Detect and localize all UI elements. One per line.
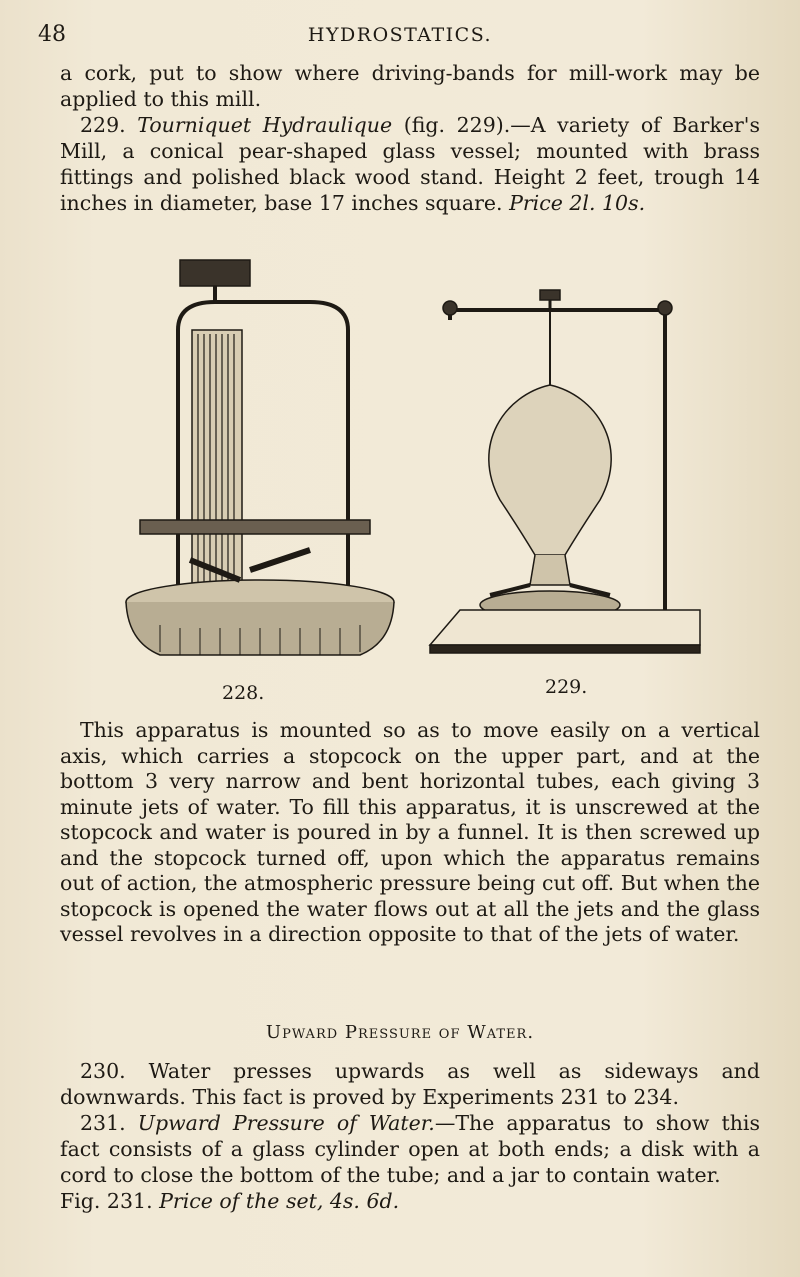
paragraph-231 (60, 1110, 760, 1188)
item-price: Price of the set, 4s. 6d. (159, 1189, 400, 1213)
item-number: 231. (80, 1111, 126, 1135)
figure-reference: (fig. 229). (403, 113, 511, 137)
item-description: —A variety of Barker's Mill, a conical pear-shaped glass vessel; mounted with brass fittings and polished black wood stand. Height 2 feet, trough 14 inches in diameter, base 17 inches square. (60, 113, 760, 215)
paragraph-intro: a cork, put to show where driving-bands for mill-work may be applied to this mill. (60, 61, 760, 111)
section-heading: Upward Pressure of Water. (265, 1022, 535, 1043)
item-number: 229. (80, 113, 126, 137)
page-header (30, 22, 770, 52)
figure-229-illustration (410, 270, 710, 670)
figure-reference: Fig. 231. (60, 1189, 153, 1213)
figure-228-label: 228. (222, 682, 265, 704)
figure-228-illustration (120, 230, 400, 680)
page-number: 48 (38, 22, 66, 47)
item-description: —The apparatus to show this fact consists of a glass cylinder open at both ends; a disk with a cord to close the bottom of the tube; and a jar to contain water. (60, 1111, 760, 1187)
item-price: Price 2l. 10s. (509, 191, 646, 215)
running-title: HYDROSTATICS. (307, 24, 493, 46)
paragraph-229 (60, 112, 760, 216)
figure-229-label: 229. (545, 676, 588, 698)
paragraph-231-price (60, 1188, 760, 1214)
item-title: Upward Pressure of Water. (137, 1111, 435, 1135)
paragraph-description: This apparatus is mounted so as to move easily on a vertical axis, which carries a stopcock on the upper part, and at the bottom 3 very narrow and bent horizontal tubes, each giving 3 minute jets of water. To fill this apparatus, it is unscrewed at the stopcock and water is poured in by a funnel. It is then screwed up and the stopcock turned off, upon which the apparatus remains out of action, the atmospheric pressure being cut off. But when the stopcock is opened the water flows out at all the jets and the glass vessel revolves in a direction opposite to that of the jets of water. (60, 718, 760, 946)
paragraph-230: 230. Water presses upwards as well as sideways and downwards. This fact is proved by Experiments 231 to 234. (60, 1059, 760, 1109)
item-title: Tourniquet Hydraulique (137, 113, 393, 137)
